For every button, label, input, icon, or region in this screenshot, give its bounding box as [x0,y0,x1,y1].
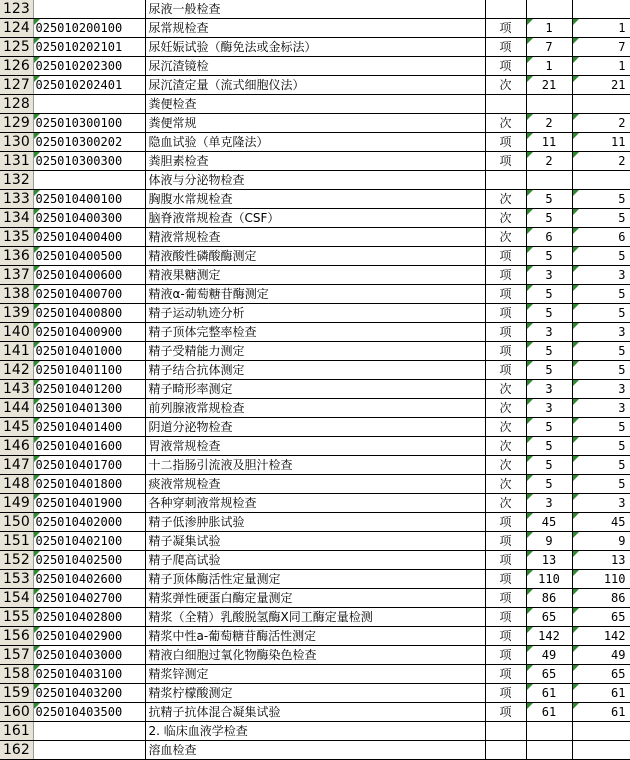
row-header[interactable]: 147 [0,456,33,475]
name-cell[interactable]: 精液α-葡萄糖苷酶测定 [145,285,485,304]
code-cell[interactable]: 025010401800 [33,475,145,494]
price-cell-2[interactable]: 65 [572,608,630,627]
table-row[interactable] [0,380,630,399]
name-cell[interactable]: 精子运动轨迹分析 [145,304,485,323]
table-row[interactable] [0,76,630,95]
code-cell[interactable]: 025010401200 [33,380,145,399]
price-cell-1[interactable]: 5 [526,475,572,494]
name-cell[interactable]: 精浆弹性硬蛋白酶定量测定 [145,589,485,608]
row-header[interactable]: 136 [0,247,33,266]
unit-cell[interactable]: 次 [485,209,526,228]
unit-cell[interactable]: 项 [485,152,526,171]
price-cell-2[interactable] [572,722,630,741]
unit-cell[interactable]: 项 [485,532,526,551]
price-cell-2[interactable] [572,741,630,760]
code-cell[interactable] [33,171,145,190]
code-cell[interactable]: 025010400700 [33,285,145,304]
price-cell-1[interactable]: 5 [526,247,572,266]
code-cell[interactable]: 025010403000 [33,646,145,665]
code-cell[interactable]: 025010400100 [33,190,145,209]
price-cell-1[interactable] [526,722,572,741]
table-row[interactable] [0,0,630,19]
name-cell[interactable]: 精子畸形率测定 [145,380,485,399]
price-cell-1[interactable]: 5 [526,456,572,475]
price-cell-1[interactable]: 9 [526,532,572,551]
code-cell[interactable]: 025010402900 [33,627,145,646]
price-cell-2[interactable]: 61 [572,703,630,722]
price-cell-1[interactable]: 5 [526,361,572,380]
unit-cell[interactable]: 项 [485,361,526,380]
table-row[interactable] [0,684,630,703]
price-cell-2[interactable]: 5 [572,209,630,228]
unit-cell[interactable]: 次 [485,456,526,475]
code-cell[interactable]: 025010402100 [33,532,145,551]
price-cell-2[interactable]: 3 [572,380,630,399]
code-cell[interactable]: 025010401300 [33,399,145,418]
price-cell-2[interactable]: 1 [572,57,630,76]
row-header[interactable]: 129 [0,114,33,133]
price-cell-2[interactable]: 9 [572,532,630,551]
code-cell[interactable]: 025010401100 [33,361,145,380]
price-cell-2[interactable]: 5 [572,418,630,437]
price-cell-2[interactable]: 21 [572,76,630,95]
name-cell[interactable]: 精液常规检查 [145,228,485,247]
unit-cell[interactable]: 项 [485,551,526,570]
code-cell[interactable]: 025010202101 [33,38,145,57]
name-cell[interactable]: 胃液常规检查 [145,437,485,456]
price-cell-2[interactable]: 1 [572,19,630,38]
unit-cell[interactable]: 项 [485,513,526,532]
table-row[interactable] [0,456,630,475]
row-header[interactable]: 152 [0,551,33,570]
price-cell-2[interactable]: 2 [572,114,630,133]
unit-cell[interactable]: 项 [485,589,526,608]
table-row[interactable] [0,171,630,190]
price-cell-1[interactable]: 2 [526,114,572,133]
table-row[interactable] [0,570,630,589]
table-row[interactable] [0,133,630,152]
name-cell[interactable]: 各种穿刺液常规检查 [145,494,485,513]
code-cell[interactable]: 025010403100 [33,665,145,684]
row-header[interactable]: 125 [0,38,33,57]
row-header[interactable]: 162 [0,741,33,760]
price-cell-1[interactable]: 1 [526,19,572,38]
table-row[interactable] [0,437,630,456]
code-cell[interactable]: 025010200100 [33,19,145,38]
row-header[interactable]: 150 [0,513,33,532]
price-cell-1[interactable]: 65 [526,665,572,684]
price-cell-2[interactable]: 5 [572,475,630,494]
unit-cell[interactable]: 项 [485,323,526,342]
price-cell-2[interactable]: 5 [572,304,630,323]
price-cell-2[interactable]: 61 [572,684,630,703]
price-cell-2[interactable]: 110 [572,570,630,589]
row-header[interactable]: 146 [0,437,33,456]
table-row[interactable] [0,190,630,209]
table-row[interactable] [0,703,630,722]
unit-cell[interactable]: 项 [485,570,526,589]
code-cell[interactable] [33,741,145,760]
code-cell[interactable]: 025010300100 [33,114,145,133]
price-cell-1[interactable] [526,741,572,760]
price-cell-2[interactable]: 13 [572,551,630,570]
price-cell-2[interactable]: 5 [572,247,630,266]
row-header[interactable]: 158 [0,665,33,684]
name-cell[interactable]: 精子爬高试验 [145,551,485,570]
unit-cell[interactable]: 次 [485,228,526,247]
table-row[interactable] [0,475,630,494]
price-cell-2[interactable]: 5 [572,437,630,456]
name-cell[interactable]: 精子受精能力测定 [145,342,485,361]
table-row[interactable] [0,513,630,532]
name-cell[interactable]: 尿液一般检查 [145,0,485,19]
name-cell[interactable]: 溶血检查 [145,741,485,760]
table-row[interactable] [0,589,630,608]
name-cell[interactable]: 2. 临床血液学检查 [145,722,485,741]
row-header[interactable]: 151 [0,532,33,551]
code-cell[interactable]: 025010401900 [33,494,145,513]
price-cell-1[interactable]: 3 [526,266,572,285]
table-row[interactable] [0,38,630,57]
row-header[interactable]: 157 [0,646,33,665]
name-cell[interactable]: 脑脊液常规检查（CSF） [145,209,485,228]
unit-cell[interactable]: 项 [485,304,526,323]
row-header[interactable]: 159 [0,684,33,703]
row-header[interactable]: 153 [0,570,33,589]
name-cell[interactable]: 精子结合抗体测定 [145,361,485,380]
row-header[interactable]: 131 [0,152,33,171]
table-row[interactable] [0,114,630,133]
row-header[interactable]: 124 [0,19,33,38]
table-row[interactable] [0,19,630,38]
row-header[interactable]: 133 [0,190,33,209]
price-cell-2[interactable]: 5 [572,190,630,209]
row-header[interactable]: 130 [0,133,33,152]
price-cell-1[interactable] [526,0,572,19]
unit-cell[interactable]: 项 [485,38,526,57]
price-cell-2[interactable]: 5 [572,456,630,475]
unit-cell[interactable]: 项 [485,19,526,38]
unit-cell[interactable]: 项 [485,608,526,627]
name-cell[interactable]: 抗精子抗体混合凝集试验 [145,703,485,722]
price-cell-1[interactable]: 3 [526,399,572,418]
row-header[interactable]: 144 [0,399,33,418]
code-cell[interactable]: 025010402500 [33,551,145,570]
price-cell-2[interactable]: 5 [572,342,630,361]
table-row[interactable] [0,418,630,437]
code-cell[interactable] [33,0,145,19]
price-cell-1[interactable] [526,95,572,114]
row-header[interactable]: 156 [0,627,33,646]
unit-cell[interactable]: 项 [485,266,526,285]
price-cell-1[interactable]: 5 [526,304,572,323]
unit-cell[interactable]: 项 [485,684,526,703]
code-cell[interactable]: 025010400900 [33,323,145,342]
price-cell-1[interactable]: 13 [526,551,572,570]
code-cell[interactable]: 025010202401 [33,76,145,95]
price-cell-1[interactable]: 11 [526,133,572,152]
price-cell-2[interactable]: 86 [572,589,630,608]
unit-cell[interactable]: 次 [485,76,526,95]
unit-cell[interactable]: 次 [485,418,526,437]
code-cell[interactable] [33,722,145,741]
table-row[interactable] [0,741,630,760]
code-cell[interactable]: 025010403500 [33,703,145,722]
price-cell-1[interactable]: 1 [526,57,572,76]
unit-cell[interactable] [485,722,526,741]
unit-cell[interactable]: 项 [485,133,526,152]
unit-cell[interactable]: 项 [485,646,526,665]
row-header[interactable]: 139 [0,304,33,323]
table-row[interactable] [0,304,630,323]
name-cell[interactable]: 隐血试验（单克隆法） [145,133,485,152]
price-cell-1[interactable]: 61 [526,684,572,703]
unit-cell[interactable]: 项 [485,285,526,304]
price-cell-1[interactable]: 5 [526,209,572,228]
unit-cell[interactable]: 项 [485,703,526,722]
row-header[interactable]: 137 [0,266,33,285]
unit-cell[interactable]: 项 [485,247,526,266]
unit-cell[interactable] [485,0,526,19]
price-cell-2[interactable] [572,95,630,114]
price-cell-2[interactable]: 3 [572,399,630,418]
name-cell[interactable]: 尿常规检查 [145,19,485,38]
table-row[interactable] [0,95,630,114]
unit-cell[interactable]: 次 [485,494,526,513]
price-cell-2[interactable]: 2 [572,152,630,171]
unit-cell[interactable]: 项 [485,627,526,646]
code-cell[interactable]: 025010402600 [33,570,145,589]
table-row[interactable] [0,627,630,646]
name-cell[interactable]: 尿沉渣镜检 [145,57,485,76]
row-header[interactable]: 141 [0,342,33,361]
price-cell-1[interactable]: 49 [526,646,572,665]
unit-cell[interactable]: 次 [485,399,526,418]
price-cell-2[interactable]: 3 [572,494,630,513]
unit-cell[interactable]: 次 [485,475,526,494]
price-cell-1[interactable]: 3 [526,494,572,513]
code-cell[interactable]: 025010403200 [33,684,145,703]
name-cell[interactable]: 精液酸性磷酸酶测定 [145,247,485,266]
code-cell[interactable]: 025010401700 [33,456,145,475]
unit-cell[interactable]: 项 [485,665,526,684]
price-cell-1[interactable]: 142 [526,627,572,646]
name-cell[interactable]: 尿妊娠试验（酶免法或金标法） [145,38,485,57]
price-cell-1[interactable]: 6 [526,228,572,247]
price-cell-1[interactable]: 21 [526,76,572,95]
code-cell[interactable]: 025010400800 [33,304,145,323]
name-cell[interactable]: 尿沉渣定量（流式细胞仪法） [145,76,485,95]
code-cell[interactable]: 025010401400 [33,418,145,437]
price-cell-2[interactable]: 3 [572,266,630,285]
price-cell-1[interactable]: 5 [526,437,572,456]
price-cell-2[interactable]: 5 [572,285,630,304]
price-cell-1[interactable]: 110 [526,570,572,589]
price-cell-2[interactable]: 142 [572,627,630,646]
unit-cell[interactable]: 项 [485,342,526,361]
row-header[interactable]: 138 [0,285,33,304]
row-header[interactable]: 154 [0,589,33,608]
table-row[interactable] [0,152,630,171]
name-cell[interactable]: 精液果糖测定 [145,266,485,285]
name-cell[interactable]: 痰液常规检查 [145,475,485,494]
code-cell[interactable]: 025010300300 [33,152,145,171]
price-cell-1[interactable]: 7 [526,38,572,57]
code-cell[interactable]: 025010402000 [33,513,145,532]
name-cell[interactable]: 十二指肠引流液及胆汁检查 [145,456,485,475]
row-header[interactable]: 142 [0,361,33,380]
row-header[interactable]: 161 [0,722,33,741]
table-row[interactable] [0,646,630,665]
price-cell-1[interactable]: 3 [526,323,572,342]
name-cell[interactable]: 精浆柠檬酸测定 [145,684,485,703]
table-row[interactable] [0,665,630,684]
name-cell[interactable]: 胸腹水常规检查 [145,190,485,209]
unit-cell[interactable] [485,741,526,760]
name-cell[interactable]: 精子顶体酶活性定量测定 [145,570,485,589]
price-cell-1[interactable]: 5 [526,285,572,304]
code-cell[interactable]: 025010400600 [33,266,145,285]
unit-cell[interactable]: 次 [485,114,526,133]
price-cell-1[interactable]: 5 [526,342,572,361]
row-header[interactable]: 135 [0,228,33,247]
code-cell[interactable]: 025010300202 [33,133,145,152]
name-cell[interactable]: 前列腺液常规检查 [145,399,485,418]
price-cell-2[interactable]: 45 [572,513,630,532]
row-header[interactable]: 127 [0,76,33,95]
table-row[interactable] [0,209,630,228]
name-cell[interactable]: 阴道分泌物检查 [145,418,485,437]
price-cell-2[interactable]: 11 [572,133,630,152]
code-cell[interactable]: 025010400500 [33,247,145,266]
price-cell-1[interactable]: 5 [526,190,572,209]
price-cell-2[interactable]: 3 [572,323,630,342]
row-header[interactable]: 140 [0,323,33,342]
unit-cell[interactable]: 项 [485,57,526,76]
table-row[interactable] [0,532,630,551]
row-header[interactable]: 123 [0,0,33,19]
price-cell-2[interactable]: 6 [572,228,630,247]
name-cell[interactable]: 粪便常规 [145,114,485,133]
unit-cell[interactable] [485,171,526,190]
price-cell-2[interactable]: 7 [572,38,630,57]
table-row[interactable] [0,228,630,247]
code-cell[interactable]: 025010400300 [33,209,145,228]
code-cell[interactable]: 025010402700 [33,589,145,608]
price-cell-1[interactable] [526,171,572,190]
unit-cell[interactable] [485,95,526,114]
table-row[interactable] [0,342,630,361]
price-cell-1[interactable]: 5 [526,418,572,437]
row-header[interactable]: 145 [0,418,33,437]
row-header[interactable]: 126 [0,57,33,76]
row-header[interactable]: 155 [0,608,33,627]
code-cell[interactable]: 025010202300 [33,57,145,76]
price-cell-1[interactable]: 65 [526,608,572,627]
price-cell-2[interactable]: 65 [572,665,630,684]
name-cell[interactable]: 精液白细胞过氧化物酶染色检查 [145,646,485,665]
table-row[interactable] [0,323,630,342]
code-cell[interactable]: 025010400400 [33,228,145,247]
price-cell-2[interactable] [572,171,630,190]
table-row[interactable] [0,608,630,627]
table-row[interactable] [0,399,630,418]
row-header[interactable]: 149 [0,494,33,513]
row-header[interactable]: 148 [0,475,33,494]
table-row[interactable] [0,551,630,570]
name-cell[interactable]: 精子顶体完整率检查 [145,323,485,342]
price-cell-1[interactable]: 3 [526,380,572,399]
row-header[interactable]: 143 [0,380,33,399]
unit-cell[interactable]: 次 [485,437,526,456]
table-row[interactable] [0,722,630,741]
name-cell[interactable]: 体液与分泌物检查 [145,171,485,190]
name-cell[interactable]: 精子凝集试验 [145,532,485,551]
table-row[interactable] [0,494,630,513]
price-cell-2[interactable]: 49 [572,646,630,665]
name-cell[interactable]: 粪便检查 [145,95,485,114]
price-cell-1[interactable]: 61 [526,703,572,722]
price-cell-1[interactable]: 86 [526,589,572,608]
table-row[interactable] [0,361,630,380]
name-cell[interactable]: 精浆中性a-葡萄糖苷酶活性测定 [145,627,485,646]
code-cell[interactable]: 025010401000 [33,342,145,361]
name-cell[interactable]: 粪胆素检查 [145,152,485,171]
name-cell[interactable]: 精子低渗肿胀试验 [145,513,485,532]
code-cell[interactable] [33,95,145,114]
price-cell-1[interactable]: 2 [526,152,572,171]
row-header[interactable]: 132 [0,171,33,190]
table-row[interactable] [0,57,630,76]
price-cell-2[interactable]: 5 [572,361,630,380]
row-header[interactable]: 160 [0,703,33,722]
row-header[interactable]: 134 [0,209,33,228]
name-cell[interactable]: 精浆锌测定 [145,665,485,684]
price-cell-2[interactable] [572,0,630,19]
name-cell[interactable]: 精浆（全精）乳酸脱氢酶X同工酶定量检测 [145,608,485,627]
unit-cell[interactable]: 次 [485,190,526,209]
row-header[interactable]: 128 [0,95,33,114]
table-row[interactable] [0,285,630,304]
price-cell-1[interactable]: 45 [526,513,572,532]
unit-cell[interactable]: 次 [485,380,526,399]
table-row[interactable] [0,247,630,266]
table-row[interactable] [0,266,630,285]
code-cell[interactable]: 025010401600 [33,437,145,456]
code-cell[interactable]: 025010402800 [33,608,145,627]
